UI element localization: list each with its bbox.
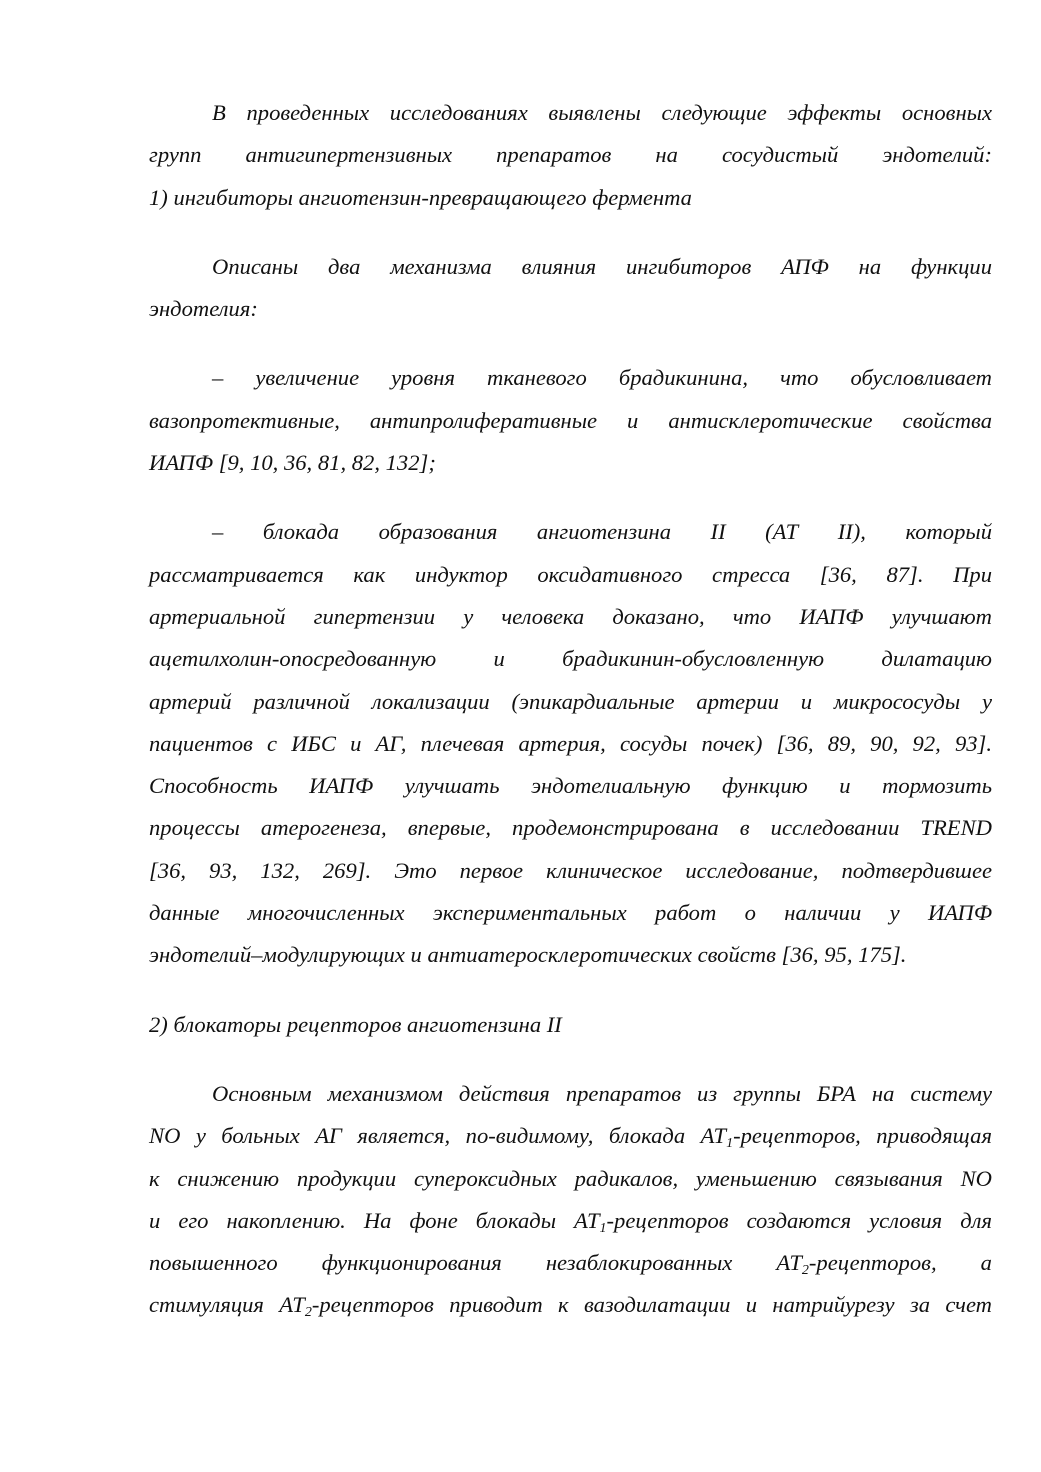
subscript: 2 (801, 1263, 809, 1279)
text-fragment: -рецепторов, приводящая (733, 1123, 992, 1149)
text-line: ацетилхолин-опосредованную и брадикинин-обусловленную дилатацию (149, 646, 992, 672)
text-line: пациентов с ИБС и АГ, плечевая артерия, сосуды почек) [36, 89, 90, 92, 93]. (149, 730, 992, 756)
text-line: процессы атерогенеза, впервые, продемонстрирована в исследовании TREND (149, 815, 992, 841)
text-line: Основным механизмом действия препаратов из группы БРА на систему (212, 1080, 992, 1106)
text-line: 2) блокаторы рецепторов ангиотензина II (149, 1011, 562, 1037)
section-heading-arb (149, 1004, 992, 1046)
text-fragment: и его накоплению. На фоне блокады АТ (149, 1207, 600, 1233)
text-line: – блокада образования ангиотензина II (АТ II), который (212, 519, 992, 545)
text-line: эндотелий–модулирующих и антиатеросклеротических свойств [36, 95, 175]. (149, 942, 907, 968)
text-line: данные многочисленных экспериментальных работ о наличии у ИАПФ (149, 900, 992, 926)
text-fragment: NO у больных АГ является, по-видимому, блокада АТ (149, 1123, 727, 1149)
text-line: ИАПФ [9, 10, 36, 81, 82, 132]; (149, 450, 436, 476)
paragraph-mechanisms (149, 246, 992, 331)
subscript: 2 (304, 1305, 312, 1321)
text-line: Способность ИАПФ улучшать эндотелиальную функцию и тормозить (149, 773, 992, 799)
text-line: [36, 93, 132, 269]. Это первое клиническое исследование, подтвердившее (149, 857, 992, 883)
text-line: В проведенных исследованиях выявлены следующие эффекты основных (212, 100, 992, 125)
text-line: к снижению продукции супероксидных радикалов, уменьшению связывания NO (149, 1165, 992, 1191)
text-line: групп антигипертензивных препаратов на сосудистый эндотелий: (149, 142, 992, 168)
text-line (149, 1115, 992, 1157)
text-fragment: -рецепторов приводит к вазодилатации и натрийурезу за счет (311, 1292, 992, 1318)
text-line (149, 1200, 992, 1242)
text-line: – увеличение уровня тканевого брадикинина, что обусловливает (212, 365, 992, 391)
text-line: артерий различной локализации (эпикардиальные артерии и микрососуды у (149, 688, 992, 714)
text-line: 1) ингибиторы ангиотензин-превращающего фермента (149, 184, 692, 210)
subscript: 1 (726, 1136, 734, 1152)
subscript: 1 (599, 1220, 607, 1236)
text-line (149, 1284, 992, 1326)
paragraph-arb-mechanism (149, 1073, 992, 1327)
text-line: эндотелия: (149, 296, 258, 322)
paragraph-intro (149, 92, 992, 219)
text-fragment: -рецепторов, а (808, 1250, 992, 1276)
text-fragment: повышенного функционирования незаблокированных АТ (149, 1250, 802, 1276)
text-fragment: стимуляция АТ (149, 1292, 305, 1318)
document-page (149, 92, 992, 1327)
text-line (149, 1242, 992, 1284)
text-line: вазопротективные, антипролиферативные и антисклеротические свойства (149, 407, 992, 433)
text-line: рассматривается как индуктор оксидативного стресса [36, 87]. При (149, 561, 992, 587)
paragraph-bradykinin (149, 357, 992, 484)
text-fragment: -рецепторов создаются условия для (606, 1207, 992, 1233)
paragraph-at2-blockade (149, 511, 992, 976)
text-line: артериальной гипертензии у человека доказано, что ИАПФ улучшают (149, 603, 992, 629)
text-line: Описаны два механизма влияния ингибиторов АПФ на функции (212, 253, 992, 279)
